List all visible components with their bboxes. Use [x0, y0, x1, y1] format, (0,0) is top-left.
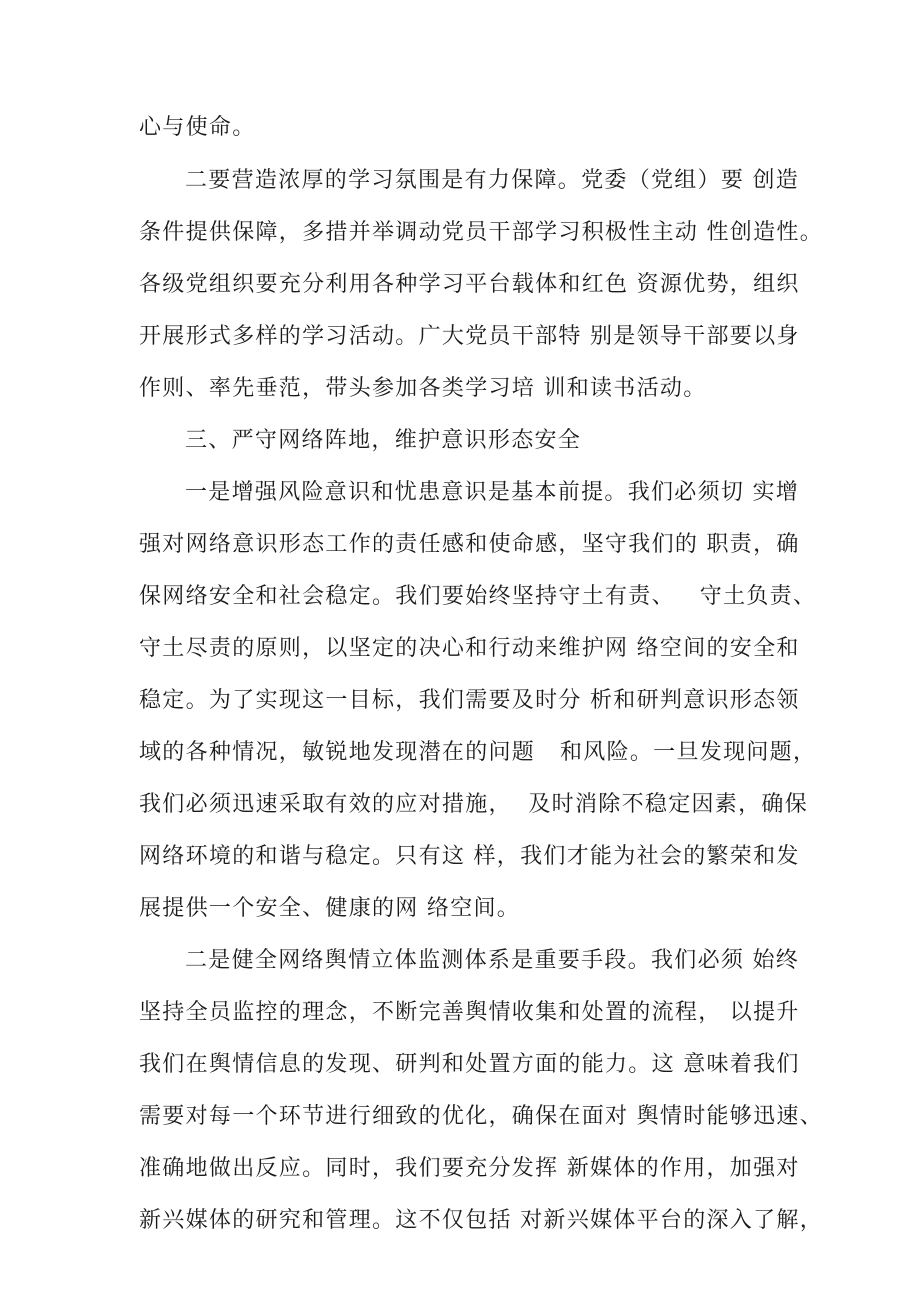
paragraph-start: 二要营造浓厚的学习氛围是有力保障。党委（党组）要 创造: [185, 168, 800, 193]
text-line: 守土尽责的原则，以坚定的决心和行动来维护网 络空间的安全和: [139, 636, 800, 661]
text-line: 准确地做出反应。同时，我们要充分发挥 新媒体的作用，加强对: [139, 1156, 800, 1181]
text-line: 新兴媒体的研究和管理。这不仅包括 对新兴媒体平台的深入了解，: [139, 1208, 823, 1233]
text-line: 开展形式多样的学习活动。广大党员干部特 别是领导干部要以身: [139, 324, 800, 349]
text-line: 我们在舆情信息的发现、研判和处置方面的能力。这 意味着我们: [139, 1052, 800, 1077]
section-heading: 三、严守网络阵地，维护意识形态安全: [185, 428, 582, 453]
text-line: 条件提供保障，多措并举调动党员干部学习积极性主动 性创造性。: [139, 220, 823, 245]
text-line: 坚持全员监控的理念，不断完善舆情收集和处置的流程， 以提升: [139, 1000, 800, 1025]
text-line: 各级党组织要充分利用各种学习平台载体和红色 资源优势，组织: [139, 272, 800, 297]
paragraph-start: 二是健全网络舆情立体监测体系是重要手段。我们必须 始终: [185, 948, 800, 973]
text-line: 展提供一个安全、健康的网 络空间。: [139, 896, 521, 921]
text-line: 稳定。为了实现这一目标，我们需要及时分 析和研判意识形态领: [139, 688, 800, 713]
text-line: 心与使命。: [139, 115, 256, 140]
text-line: 需要对每一个环节进行细致的优化，确保在面对 舆情时能够迅速、: [139, 1104, 823, 1129]
text-line: 域的各种情况，敏锐地发现潜在的问题 和风险。一旦发现问题，: [139, 740, 817, 765]
text-line: 保网络安全和社会稳定。我们要始终坚持守土有责、 守土负责、: [139, 584, 817, 609]
text-line: 作则、率先垂范，带头参加各类学习培 训和读书活动。: [139, 376, 707, 401]
text-line: 我们必须迅速采取有效的应对措施， 及时消除不稳定因素，确保: [139, 792, 808, 817]
paragraph-start: 一是增强风险意识和忧患意识是基本前提。我们必须切 实增: [185, 480, 800, 505]
text-line: 网络环境的和谐与稳定。只有这 样，我们才能为社会的繁荣和发: [139, 844, 800, 869]
text-line: 强对网络意识形态工作的责任感和使命感，坚守我们的 职责，确: [139, 532, 800, 557]
